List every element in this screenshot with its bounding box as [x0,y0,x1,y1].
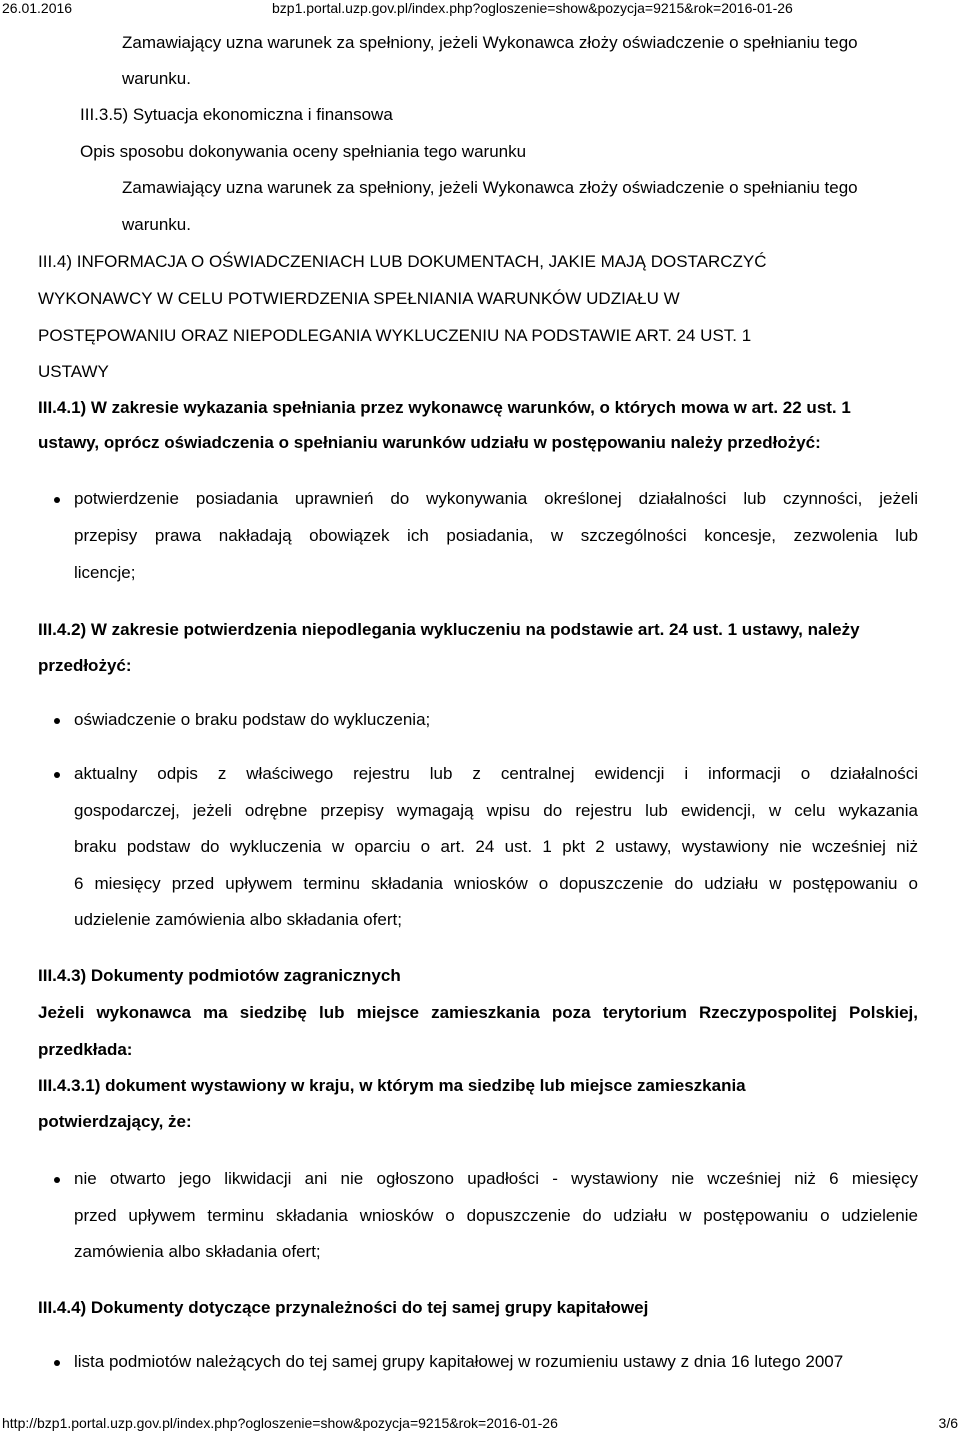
subsection-heading: ustawy, oprócz oświadczenia o spełnianiu warunków udziału w postępowaniu należy przedłożyć: [38,433,821,452]
list-item: oświadczenie o braku podstaw do wykluczenia; [74,710,431,729]
list-item-line: zamówienia albo składania ofert; [74,1242,321,1261]
bullet-icon [54,1177,60,1183]
subsection-heading: przedłożyć: [38,656,132,675]
footer-url: http://bzp1.portal.uzp.gov.pl/index.php?ogloszenie=show&pozycja=9215&rok=2016-01-26 [2,1415,558,1431]
bullet-icon [54,772,60,778]
section-subtitle: Opis sposobu dokonywania oceny spełniania tego warunku [80,142,527,161]
list-item-line: potwierdzenie posiadania uprawnień do wykonywania określonej działalności lub czynności, jeżeli [74,489,918,508]
subsection-heading: III.4.1) W zakresie wykazania spełniania przez wykonawcę warunków, o których mowa w art. 22 ust. 1 [38,398,851,417]
subsection-heading: III.4.4) Dokumenty dotyczące przynależności do tej samej grupy kapitałowej [38,1298,649,1317]
bullet-icon [54,497,60,503]
list-item: lista podmiotów należących do tej samej grupy kapitałowej w rozumieniu ustawy z dnia 16 lutego 2007 [74,1352,844,1371]
paragraph-line: Zamawiający uzna warunek za spełniony, jeżeli Wykonawca złoży oświadczenie o spełnianiu tego [122,33,858,52]
list-item-line: 6 miesięcy przed upływem terminu składania wniosków o dopuszczenie do udziału w postępowaniu o [74,874,918,893]
list-item-line: przepisy prawa nakładają obowiązek ich posiadania, w szczególności koncesje, zezwolenia lub [74,526,918,545]
bullet-icon [54,1360,60,1366]
page-number: 3/6 [938,1415,958,1431]
section-heading: III.4) INFORMACJA O OŚWIADCZENIACH LUB DOKUMENTACH, JAKIE MAJĄ DOSTARCZYĆ [38,252,767,271]
subsection-heading: potwierdzający, że: [38,1112,192,1131]
list-item-line: przed upływem terminu składania wniosków o dopuszczenie do udziału w postępowaniu o udzielenie [74,1206,918,1225]
subsection-heading: III.4.2) W zakresie potwierdzenia niepodlegania wykluczeniu na podstawie art. 24 ust. 1 ustawy, należy [38,620,860,639]
bullet-icon [54,718,60,724]
list-item-line: gospodarczej, jeżeli odrębne przepisy wymagają wpisu do rejestru lub ewidencji, w celu wykazania [74,801,918,820]
page-header [0,0,960,18]
section-heading: USTAWY [38,362,109,381]
section-heading: POSTĘPOWANIU ORAZ NIEPODLEGANIA WYKLUCZENIU NA PODSTAWIE ART. 24 UST. 1 [38,326,752,345]
section-title: III.3.5) Sytuacja ekonomiczna i finansowa [80,105,393,124]
list-item-line: udzielenie zamówienia albo składania ofert; [74,910,402,929]
paragraph-line: warunku. [122,69,191,88]
list-item-line: braku podstaw do wykluczenia w oparciu o art. 24 ust. 1 pkt 2 ustawy, wystawiony nie wcześniej niż [74,837,918,856]
list-item-line: aktualny odpis z właściwego rejestru lub z centralnej ewidencji i informacji o działalności [74,764,918,783]
subsection-heading: III.4.3.1) dokument wystawiony w kraju, w którym ma siedzibę lub miejsce zamieszkania [38,1076,746,1095]
section-heading: WYKONAWCY W CELU POTWIERDZENIA SPEŁNIANIA WARUNKÓW UDZIAŁU W [38,289,680,308]
subsection-heading: III.4.3) Dokumenty podmiotów zagranicznych [38,966,401,985]
list-item-line: licencje; [74,563,136,582]
list-item-line: nie otwarto jego likwidacji ani nie ogłoszono upadłości - wystawiony nie wcześniej niż 6 miesięcy [74,1169,918,1188]
paragraph-line: przedkłada: [38,1040,133,1059]
header-date: 26.01.2016 [2,0,73,16]
paragraph-line: Jeżeli wykonawca ma siedzibę lub miejsce zamieszkania poza terytorium Rzeczypospolitej Polskiej, [38,1003,918,1022]
page-footer [0,1415,960,1433]
paragraph-line: Zamawiający uzna warunek za spełniony, jeżeli Wykonawca złoży oświadczenie o spełnianiu tego [122,178,858,197]
header-url: bzp1.portal.uzp.gov.pl/index.php?ogloszenie=show&pozycja=9215&rok=2016-01-26 [272,0,793,16]
paragraph-line: warunku. [122,215,191,234]
